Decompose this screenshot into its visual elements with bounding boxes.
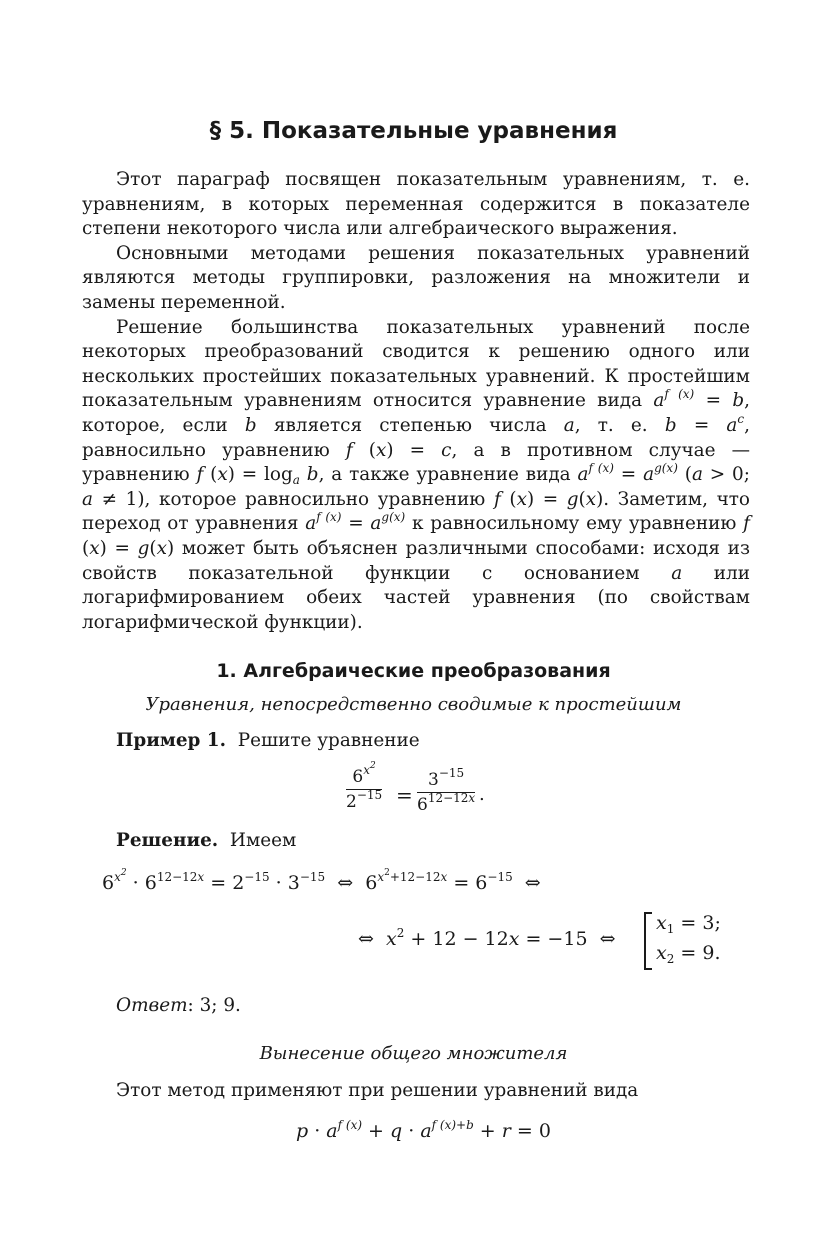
section-title: § 5. Показательные уравнения	[209, 118, 618, 144]
root-2: $x_2 = 9$.	[656, 942, 721, 966]
root-1: $x_1 = 3$;	[656, 912, 721, 936]
answer	[116, 995, 241, 1016]
answer-value: : 3; 9.	[187, 995, 241, 1016]
fraction-left: $\frac{6^{x^2}}{2^{-15}}$	[346, 761, 383, 812]
example-1	[116, 730, 420, 751]
root-bracket	[644, 912, 652, 970]
example-label: Пример 1.	[116, 730, 227, 751]
paragraph-1: Этот параграф посвящен показательным уравнениям, т. е. уравнениям, в которых переменная содержится в показателе степени некоторого числа или алгебраического выражения.	[82, 169, 750, 240]
fraction-right: $\frac{3^{-15}}{6^{12-12x}}$	[417, 766, 476, 815]
method-equation: $p \cdot a^{f (x)} + q \cdot a^{f (x)+b} + r = 0$	[296, 1118, 551, 1142]
paragraph-3: Решение большинства показательных уравнений после некоторых преобразований сводится к решению одного или нескольких простейших показательных уравнений. К простейшим показательным уравнениям относится уравнение вида $a^{f (x)} = b$, которое, если b является степенью числа a, т. е. $b = a^c$, равносильно уравнению f (x) = c, а в противном случае — уравнению f $(x) = \log_a b$, а также уравнение вида $a^{f (x)} = a^{g(x)}$ (a > 0; a ≠ 1), которое равносильно уравнению f (x) = g(x). Заметим, что переход от уравнения $a^{f (x)} = a^{g(x)}$ к равносильному ему уравнению f (x) = g(x) может быть объяснен различными способами: исходя из свойств показательной функции с основанием a или логарифмированием обеих частей уравнения (по свойствам логарифмической функции).	[82, 316, 750, 633]
intro-text	[82, 168, 750, 635]
solution-equation-1: $6^{x^2} \cdot 6^{12-12x} = 2^{-15} \cdot 3^{-15}$ ⇔ $6^{x^2+12-12x} = 6^{-15}$ ⇔	[102, 868, 541, 894]
paragraph-2: Основными методами решения показательных уравнений являются методы группировки, разложения на множители и замены переменной.	[82, 242, 750, 313]
method-text: Этот метод применяют при решении уравнений вида	[116, 1080, 639, 1101]
subheading-direct: Уравнения, непосредственно сводимые к простейшим	[145, 694, 682, 715]
answer-label: Ответ	[116, 995, 188, 1016]
subsection-title: 1. Алгебраические преобразования	[216, 660, 611, 682]
solution-label: Решение.	[116, 830, 219, 851]
solution	[116, 830, 296, 851]
solution-text: Имеем	[229, 830, 297, 851]
equals-sign: =	[396, 783, 413, 807]
solution-equation-2: ⇔ $x^2 + 12 - 12x = -15$ ⇔	[358, 926, 616, 950]
period: .	[479, 784, 485, 805]
subheading-common-factor: Вынесение общего множителя	[259, 1043, 568, 1064]
example-text: Решите уравнение	[237, 730, 420, 751]
